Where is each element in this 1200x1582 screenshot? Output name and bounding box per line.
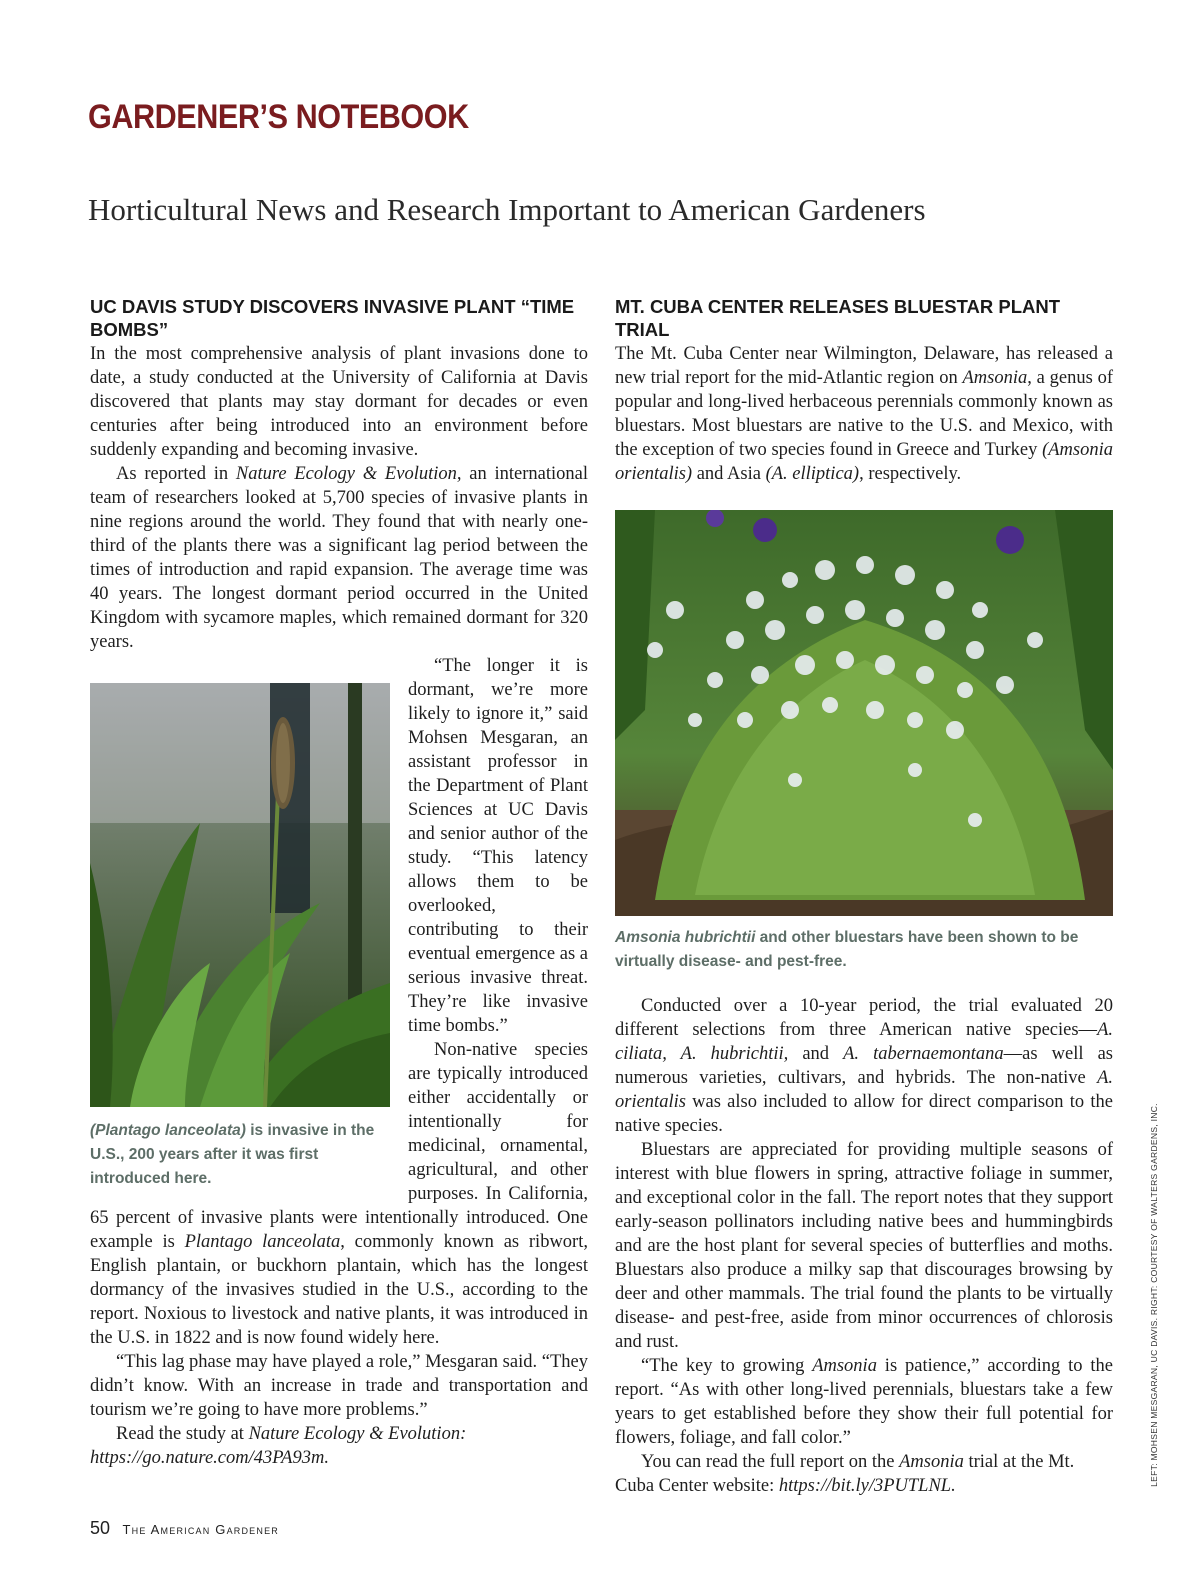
study-link[interactable]: Nature Ecology & Evolution: https://go.nature.com/43PA93m. bbox=[90, 1424, 467, 1468]
article-paragraph: As reported in Nature Ecology & Evolution, an international team of researchers looked at 5,700 species of invasive plants in nine regions around the world. They found that with nearly one-third of the plants there was a significant lag period between the times of introduction and rapid expansion. The average time was 40 years. The longest dormant period occurred in the United Kingdom with sycamore maples, which remained dormant for 320 years. bbox=[90, 464, 588, 652]
plantain-caption: (Plantago lanceolata) is invasive in the U.S., 200 years after it was first introduced here. bbox=[90, 1122, 375, 1187]
page-footer bbox=[90, 1518, 279, 1539]
section-title: GARDENER’S NOTEBOOK bbox=[88, 98, 469, 136]
article-paragraph: “This lag phase may have played a role,” Mesgaran said. “They didn’t know. With an increase in trade and transportation and tourism we’re going to have more problems.” bbox=[90, 1352, 588, 1420]
photo-credit: LEFT: MOHSEN MESGARAN, UC DAVIS. RIGHT: COURTESY OF WALTERS GARDENS, INC. bbox=[1149, 1103, 1159, 1487]
plantain-figure bbox=[90, 683, 390, 1191]
article-paragraph: Read the study at Nature Ecology & Evolution: https://go.nature.com/43PA93m. bbox=[90, 1424, 467, 1468]
article-uc-davis bbox=[90, 295, 588, 1470]
article-paragraph: The Mt. Cuba Center near Wilmington, Delaware, has released a new trial report for the mid-Atlantic region on Amsonia, a genus of popular and long-lived herbaceous perennials commonly known as bluestars. Most bluestars are native to the U.S. and Mexico, with the exception of two species found in Greece and Turkey (Amsonia orientalis) and Asia (A. elliptica), respectively. bbox=[615, 344, 1113, 484]
article-paragraph: Conducted over a 10-year period, the trial evaluated 20 different selections from three American native species—A. ciliata, A. hubrichtii, and A. tabernaemontana—as well as numerous varieties, cultivars, and hybrids. The non-native A. orientalis was also included to allow for direct comparison to the native species. bbox=[615, 996, 1113, 1136]
article-paragraph: “The longer it is dormant, we’re more likely to ignore it,” said Mohsen Mesgaran, an assistant professor in the Department of Plant Sciences at UC Davis and senior author of the study. “This latency allows them to be overlooked, contributing to their eventual emergence as a serious invasive threat. They’re like invasive time bombs.” bbox=[408, 656, 588, 1036]
journal-name: Nature Ecology & Evolution, bbox=[235, 464, 462, 484]
page-subtitle: Horticultural News and Research Important to American Gardeners bbox=[88, 192, 926, 227]
page-number: 50 bbox=[90, 1518, 111, 1538]
article-paragraph: Non-native species are typically introduced either accidentally or intentionally for medicinal, ornamental, agricultural, and other purposes. In California, 65 percent of invasive plants were intentionally introduced. One example is Plantago lanceolata, commonly known as ribwort, English plantain, or buckhorn plantain, which has the longest dormancy of the invasives studied in the U.S., according to the report. Noxious to livestock and native plants, it was introduced in the U.S. in 1822 and is now found widely here. bbox=[90, 1040, 588, 1348]
bluestar-photo bbox=[615, 510, 1113, 916]
magazine-name: The American Gardener bbox=[122, 1522, 279, 1537]
article-headline: MT. CUBA CENTER RELEASES BLUESTAR PLANT TRIAL bbox=[615, 296, 1061, 340]
article-paragraph: In the most comprehensive analysis of plant invasions done to date, a study conducted at the University of California at Davis discovered that plants may stay dormant for decades or even centuries after being introduced into an environment before suddenly expanding and becoming invasive. bbox=[90, 344, 588, 460]
plantain-photo bbox=[90, 683, 390, 1107]
article-paragraph: “The key to growing Amsonia is patience,” according to the report. “As with other long-lived perennials, bluestars take a few years to get established before they show their full potential for flowers, foliage, and fall color.” bbox=[615, 1356, 1113, 1448]
bluestar-caption: Amsonia hubrichtii and other bluestars have been shown to be virtually disease- and pest-free. bbox=[615, 929, 1079, 970]
species-name: Plantago lanceolata bbox=[184, 1232, 341, 1252]
report-link[interactable]: https://bit.ly/3PUTLNL. bbox=[778, 1476, 956, 1496]
article-headline: UC DAVIS STUDY DISCOVERS INVASIVE PLANT “TIME BOMBS” bbox=[90, 296, 575, 340]
article-mt-cuba bbox=[615, 295, 1113, 1498]
article-paragraph: Bluestars are appreciated for providing multiple seasons of interest with blue flowers in spring, attractive foliage in summer, and exceptional color in the fall. The report notes that they support early-season pollinators including native bees and hummingbirds and are the host plant for several species of butterflies and moths. Bluestars also produce a milky sap that discourages browsing by deer and other mammals. The trial found the plants to be virtually disease- and pest-free, aside from minor occurrences of chlorosis and rust. bbox=[615, 1140, 1113, 1352]
article-paragraph: You can read the full report on the Amsonia trial at the Mt. Cuba Center website: https://bit.ly/3PUTLNL. bbox=[615, 1452, 1075, 1496]
